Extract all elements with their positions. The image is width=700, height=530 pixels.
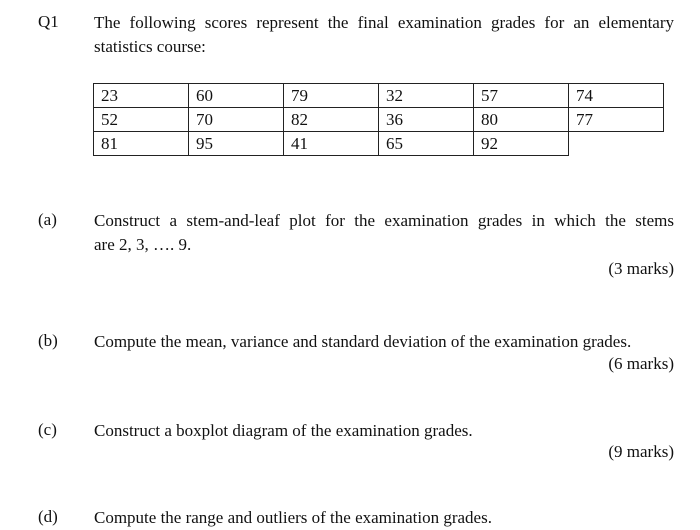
part-a-marks: (3 marks): [608, 259, 674, 278]
table-cell: 41: [284, 132, 379, 156]
question-intro-line-1: The following scores represent the final examination grades for an elementary: [94, 13, 674, 32]
part-a-line-2: are 2, 3, …. 9.: [94, 235, 192, 254]
table-cell: 65: [379, 132, 474, 156]
table-cell: 57: [474, 84, 569, 108]
grades-table: [93, 83, 664, 156]
part-b-marks: (6 marks): [608, 354, 674, 373]
part-b-text: [94, 330, 674, 354]
table-cell: 23: [94, 84, 189, 108]
part-c-marks: (9 marks): [608, 442, 674, 461]
part-b-line-1: Compute the mean, variance and standard deviation of the examination grades.: [94, 332, 632, 351]
part-b-label: (b): [38, 331, 58, 350]
part-a-text: [94, 209, 674, 257]
part-d-line-1: Compute the range and outliers of the examination grades.: [94, 508, 492, 527]
table-row: [94, 108, 664, 132]
table-cell: 70: [189, 108, 284, 132]
table-cell: 36: [379, 108, 474, 132]
part-c-line-1: Construct a boxplot diagram of the examination grades.: [94, 421, 473, 440]
part-c-text: [94, 419, 674, 443]
table-cell: 32: [379, 84, 474, 108]
table-cell-empty: [569, 132, 664, 156]
part-d-text: [94, 506, 674, 530]
part-a-label: (a): [38, 210, 57, 229]
question-number: Q1: [38, 12, 59, 31]
table-cell: 92: [474, 132, 569, 156]
table-cell: 74: [569, 84, 664, 108]
part-c-label: (c): [38, 420, 57, 439]
table-cell: 80: [474, 108, 569, 132]
question-intro-line-2: statistics course:: [94, 37, 206, 56]
table-cell: 52: [94, 108, 189, 132]
table-row: [94, 84, 664, 108]
table-cell: 81: [94, 132, 189, 156]
table-cell: 82: [284, 108, 379, 132]
table-cell: 60: [189, 84, 284, 108]
table-cell: 77: [569, 108, 664, 132]
question-intro: [94, 11, 674, 59]
part-a-line-1: Construct a stem-and-leaf plot for the examination grades in which the stems: [94, 211, 674, 230]
table-cell: 95: [189, 132, 284, 156]
part-d-label: (d): [38, 507, 58, 526]
table-row: [94, 132, 664, 156]
table-cell: 79: [284, 84, 379, 108]
